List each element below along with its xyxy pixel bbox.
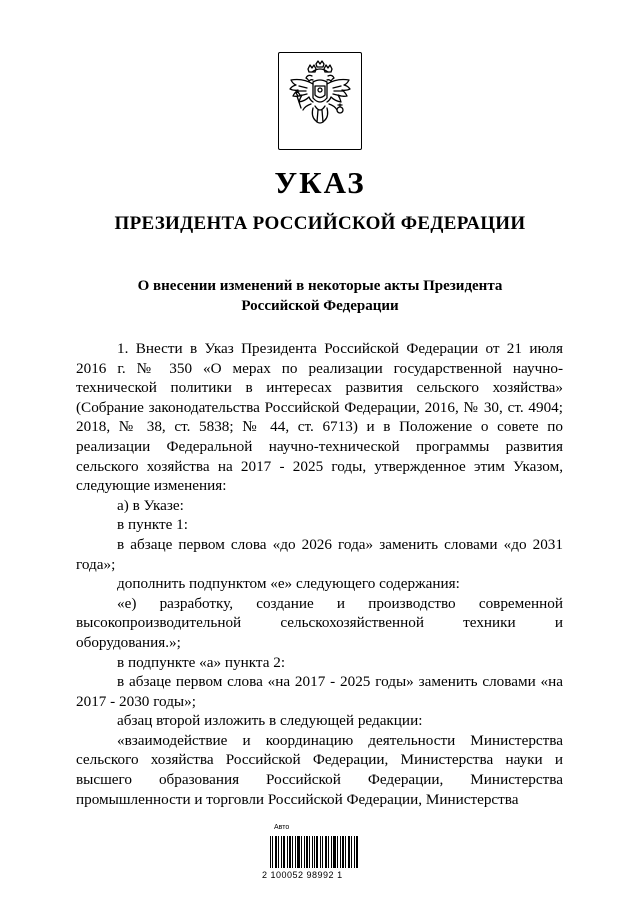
- decree-body: [76, 339, 563, 809]
- body-paragraph: абзац второй изложить в следующей редакции:: [117, 712, 423, 730]
- decree-title: УКАЗ: [274, 165, 366, 200]
- body-paragraph: в абзаце первом слова «до 2026 года» заменить словами «до 2031 года»;: [76, 535, 563, 573]
- coat-of-arms-emblem: [278, 52, 362, 150]
- decree-subtitle: ПРЕЗИДЕНТА РОССИЙСКОЙ ФЕДЕРАЦИИ: [114, 213, 526, 234]
- body-paragraph: дополнить подпунктом «е» следующего содержания:: [117, 575, 460, 593]
- heading-line-2: Российской Федерации: [241, 298, 399, 314]
- barcode: [270, 836, 358, 868]
- body-paragraph: в пункте 1:: [117, 516, 188, 534]
- barcode-block: [262, 824, 382, 884]
- body-paragraph: в абзаце первом слова «на 2017 - 2025 годы» заменить словами «на 2017 - 2030 годы»;: [76, 673, 563, 710]
- stamp-mark: Авто: [274, 824, 290, 831]
- double-headed-eagle-icon: [285, 60, 355, 142]
- body-paragraph: в подпункте «а» пункта 2:: [117, 653, 286, 671]
- body-paragraph: «взаимодействие и координацию деятельности Министерства сельского хозяйства Российской Федерации, Министерства науки и высшего образования Российской Федерации, Министерства промышленности и торговли Российской Федерации, Министерства: [76, 731, 563, 808]
- body-paragraph: а) в Указе:: [117, 496, 184, 514]
- decree-heading: [110, 276, 530, 316]
- barcode-number: 2 100052 98992 1: [262, 870, 343, 880]
- body-paragraph: 1. Внести в Указ Президента Российской Федерации от 21 июля 2016 г. № 350 «О мерах по реализации государственной научно-технической политики в интересах развития сельского хозяйства» (Собрание законодательства Российской Федерации, 2016, № 30, ст. 4904; 2018, № 38, ст. 5838; № 44, ст. 6713) и в Положение о совете по реализации Федеральной научно-технической программы развития сельского хозяйства на 2017 - 2025 годы, утвержденное этим Указом, следующие изменения:: [76, 340, 563, 495]
- heading-line-1: О внесении изменений в некоторые акты Президента: [137, 278, 503, 294]
- body-paragraph: «е) разработку, создание и производство современной высокопроизводительной сельскохозяйственной техники и оборудования.»;: [76, 594, 563, 651]
